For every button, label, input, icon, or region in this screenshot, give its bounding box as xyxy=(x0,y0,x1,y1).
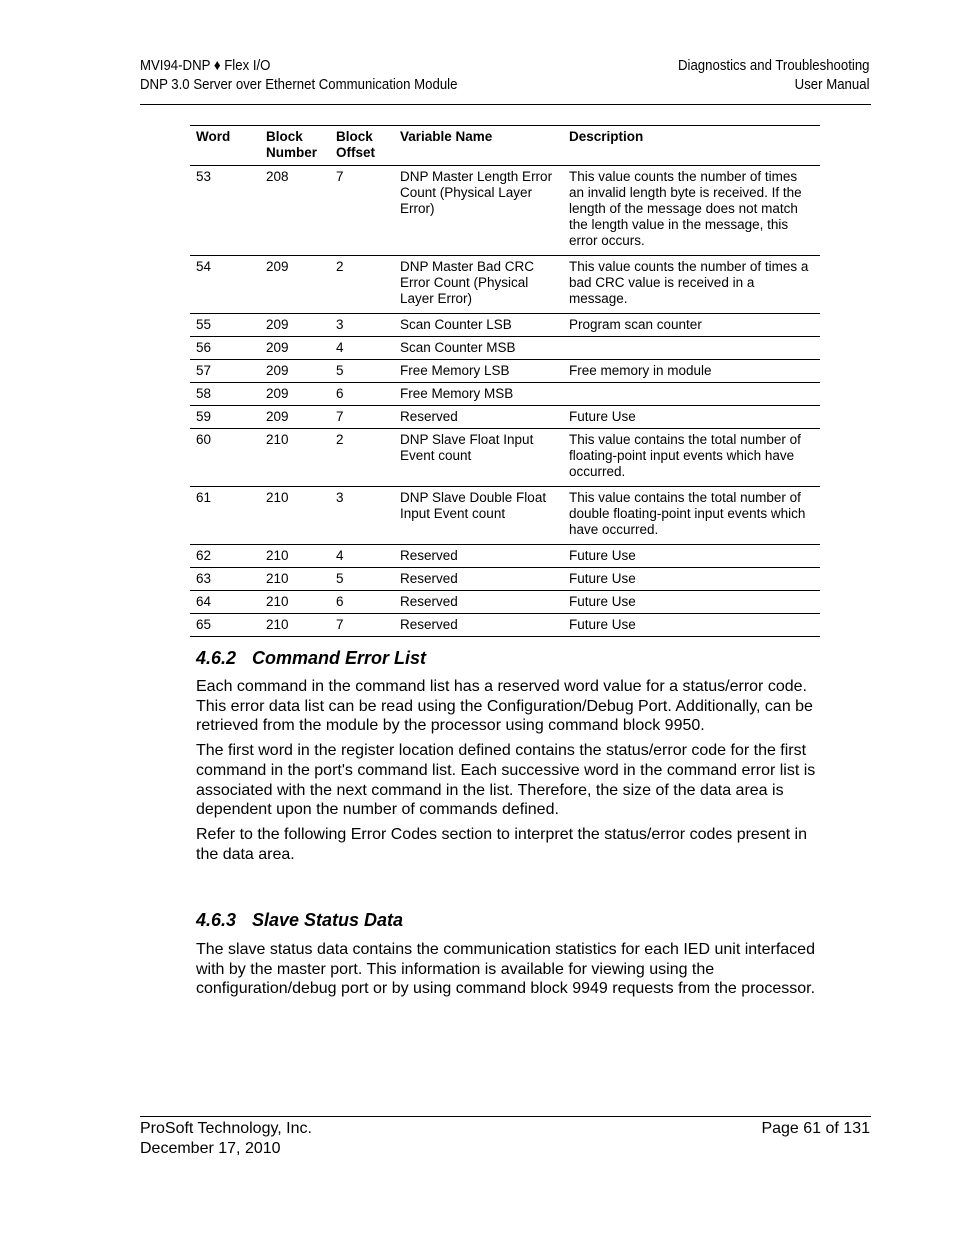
cell-block-number: 209 xyxy=(266,340,289,355)
cell-variable-name: Reserved xyxy=(400,617,458,632)
cell-variable-name: DNP Slave Double Float Input Event count xyxy=(400,490,547,521)
table-row xyxy=(190,166,820,256)
footer-divider xyxy=(140,1116,871,1117)
cell-word: 65 xyxy=(196,617,212,632)
cell-variable-name: Reserved xyxy=(400,594,458,609)
cell-block-offset: 7 xyxy=(336,409,344,424)
cell-block-offset: 7 xyxy=(336,617,344,632)
table-row xyxy=(190,487,820,545)
cell-word: 57 xyxy=(196,363,212,378)
cell-block-offset: 4 xyxy=(336,340,344,355)
column-header-variable-name: Variable Name xyxy=(400,129,493,144)
table-row xyxy=(190,383,820,406)
table-row xyxy=(190,360,820,383)
cell-block-number: 209 xyxy=(266,363,289,378)
cell-word: 62 xyxy=(196,548,212,563)
cell-word: 53 xyxy=(196,169,212,184)
cell-variable-name: Reserved xyxy=(400,571,458,586)
cell-block-offset: 5 xyxy=(336,571,344,586)
cell-block-number: 210 xyxy=(266,490,289,505)
cell-word: 61 xyxy=(196,490,212,505)
table-row xyxy=(190,568,820,591)
cell-block-offset: 6 xyxy=(336,594,344,609)
cell-block-offset: 3 xyxy=(336,317,344,332)
footer-company: ProSoft Technology, Inc. xyxy=(140,1120,312,1137)
paragraph: The slave status data contains the communication statistics for each IED unit interfaced with by the master port. This information is available for viewing using the configuration/debug port or by using command block 9949 requests from the processor. xyxy=(196,941,816,998)
section-slave-status-data xyxy=(196,909,821,1004)
cell-block-offset: 4 xyxy=(336,548,344,563)
cell-block-offset: 2 xyxy=(336,259,344,274)
cell-word: 58 xyxy=(196,386,212,401)
column-header-block-number: Block Number xyxy=(266,129,318,160)
cell-block-number: 209 xyxy=(266,386,289,401)
section-title: Slave Status Data xyxy=(252,910,404,930)
cell-description: Future Use xyxy=(569,409,636,424)
cell-description: Program scan counter xyxy=(569,317,702,332)
header-left xyxy=(140,56,518,94)
table-header-row xyxy=(190,126,820,166)
table-row xyxy=(190,314,820,337)
paragraph: The first word in the register location defined contains the status/error code for the first command in the port's command list. Each successive word in the command error list is associated with the next command in the list. Therefore, the size of the data area is dependent upon the number of commands defined. xyxy=(196,742,816,819)
section-title: Command Error List xyxy=(252,648,427,668)
cell-word: 63 xyxy=(196,571,212,586)
header-manual: User Manual xyxy=(794,76,870,93)
table-row xyxy=(190,591,820,614)
header-chapter: Diagnostics and Troubleshooting xyxy=(677,57,870,74)
cell-block-offset: 3 xyxy=(336,490,344,505)
cell-block-number: 209 xyxy=(266,409,289,424)
cell-description xyxy=(563,383,820,406)
cell-description: Future Use xyxy=(569,548,636,563)
cell-description: Free memory in module xyxy=(569,363,712,378)
cell-block-number: 210 xyxy=(266,571,289,586)
cell-variable-name: Scan Counter MSB xyxy=(400,340,516,355)
column-header-description: Description xyxy=(569,129,644,144)
cell-block-offset: 5 xyxy=(336,363,344,378)
column-header-word: Word xyxy=(196,129,231,144)
cell-description: This value counts the number of times a bad CRC value is received in a message. xyxy=(569,259,809,306)
cell-variable-name: Scan Counter LSB xyxy=(400,317,512,332)
section-number: 4.6.3 xyxy=(196,910,237,930)
footer-date: December 17, 2010 xyxy=(140,1139,281,1157)
cell-word: 64 xyxy=(196,594,212,609)
table-row xyxy=(190,337,820,360)
cell-block-number: 209 xyxy=(266,317,289,332)
table-row xyxy=(190,256,820,314)
footer-left xyxy=(140,1119,312,1158)
cell-block-number: 209 xyxy=(266,259,289,274)
cell-description: This value contains the total number of floating-point input events which have occurred. xyxy=(569,432,801,479)
section-heading xyxy=(196,909,821,931)
cell-block-offset: 6 xyxy=(336,386,344,401)
cell-block-offset: 2 xyxy=(336,432,344,447)
cell-word: 56 xyxy=(196,340,212,355)
cell-word: 60 xyxy=(196,432,212,447)
cell-variable-name: Free Memory MSB xyxy=(400,386,514,401)
header-module: DNP 3.0 Server over Ethernet Communication Module xyxy=(140,76,458,93)
cell-block-number: 210 xyxy=(266,617,289,632)
cell-description: Future Use xyxy=(569,594,636,609)
section-command-error-list xyxy=(196,647,821,869)
table-row xyxy=(190,614,820,637)
header-right xyxy=(518,56,870,94)
cell-word: 55 xyxy=(196,317,212,332)
cell-block-offset: 7 xyxy=(336,169,344,184)
footer-page-number: Page 61 of 131 xyxy=(761,1120,870,1137)
cell-word: 54 xyxy=(196,259,212,274)
cell-description: This value counts the number of times an invalid length byte is received. If the length of the message does not match the length value in the message, this error occurs. xyxy=(569,169,802,248)
cell-variable-name: DNP Master Bad CRC Error Count (Physical Layer Error) xyxy=(400,259,535,306)
header-product: MVI94-DNP ♦ Flex I/O xyxy=(140,57,271,74)
cell-variable-name: Free Memory LSB xyxy=(400,363,510,378)
cell-variable-name: DNP Slave Float Input Event count xyxy=(400,432,534,463)
cell-description: Future Use xyxy=(569,571,636,586)
column-header-block-offset: Block Offset xyxy=(336,129,376,160)
cell-description: Future Use xyxy=(569,617,636,632)
status-data-table xyxy=(190,125,820,637)
table-row xyxy=(190,545,820,568)
cell-variable-name: Reserved xyxy=(400,548,458,563)
cell-block-number: 210 xyxy=(266,432,289,447)
paragraph: Each command in the command list has a reserved word value for a status/error code. This error data list can be read using the Configuration/Debug Port. Additionally, can be retrieved from the module by the processor using command block 9950. xyxy=(196,678,813,735)
section-number: 4.6.2 xyxy=(196,648,237,668)
cell-description: This value contains the total number of double floating-point input events which have occurred. xyxy=(569,490,806,537)
cell-description xyxy=(563,337,820,360)
paragraph: Refer to the following Error Codes section to interpret the status/error codes present in the data area. xyxy=(196,825,807,863)
section-heading xyxy=(196,647,821,669)
cell-variable-name: Reserved xyxy=(400,409,458,424)
cell-block-number: 210 xyxy=(266,548,289,563)
header-divider xyxy=(140,104,871,105)
table-row xyxy=(190,406,820,429)
cell-block-number: 210 xyxy=(266,594,289,609)
cell-variable-name: DNP Master Length Error Count (Physical Layer Error) xyxy=(400,169,553,216)
table-row xyxy=(190,429,820,487)
cell-block-number: 208 xyxy=(266,169,289,184)
cell-word: 59 xyxy=(196,409,212,424)
